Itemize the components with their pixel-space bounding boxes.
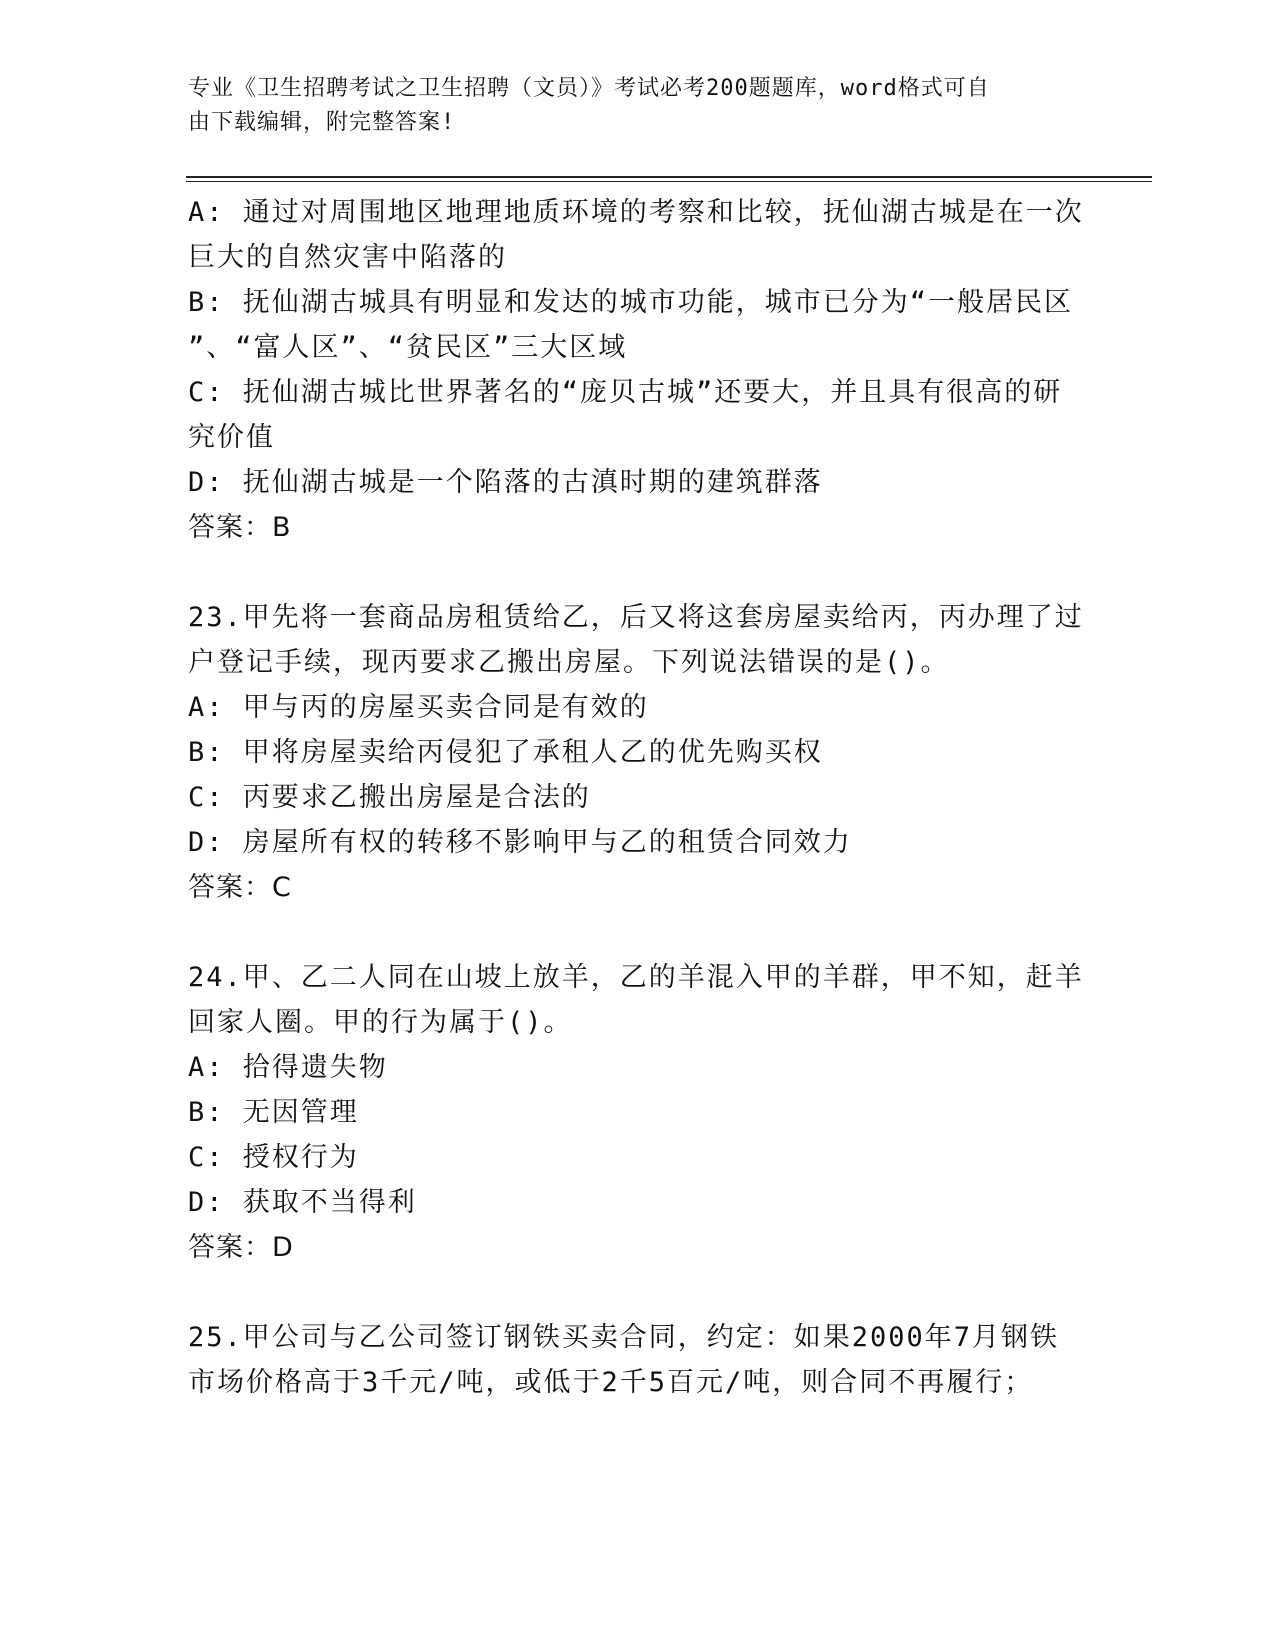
question-stem-line-2: 回家人圈。甲的行为属于()。 — [188, 1007, 573, 1038]
option-b: B: 甲将房屋卖给丙侵犯了承租人乙的优先购买权 — [188, 737, 823, 768]
option-d: D: 房屋所有权的转移不影响甲与乙的租赁合同效力 — [188, 827, 852, 858]
answer-24: 答案：D — [188, 1232, 294, 1263]
question-24 — [188, 955, 1084, 1270]
question-23 — [188, 595, 1084, 910]
header-divider — [186, 176, 1152, 182]
question-stem-line-2: 户登记手续，现丙要求乙搬出房屋。下列说法错误的是()。 — [188, 647, 950, 678]
question-22-options — [188, 190, 1084, 550]
header-line-2: 由下载编辑，附完整答案! — [188, 110, 456, 135]
option-d: D: 抚仙湖古城是一个陷落的古滇时期的建筑群落 — [188, 467, 823, 498]
option-a: A: 甲与丙的房屋买卖合同是有效的 — [188, 692, 649, 723]
option-d: D: 获取不当得利 — [188, 1187, 417, 1218]
header-line-1: 专业《卫生招聘考试之卫生招聘（文员）》考试必考200题题库，word格式可自 — [188, 76, 990, 101]
spacer — [188, 1270, 1068, 1315]
option-a-line-1: A: 通过对周围地区地理地质环境的考察和比较，抚仙湖古城是在一次 — [188, 197, 1084, 228]
option-b-line-1: B: 抚仙湖古城具有明显和发达的城市功能，城市已分为“一般居民区 — [188, 287, 1074, 318]
question-stem-line-1: 25.甲公司与乙公司签订钢铁买卖合同，约定：如果2000年7月钢铁 — [188, 1322, 1060, 1353]
option-a: A: 拾得遗失物 — [188, 1052, 388, 1083]
question-stem-line-1: 23.甲先将一套商品房租赁给乙，后又将这套房屋卖给丙，丙办理了过 — [188, 602, 1084, 633]
option-c: C: 丙要求乙搬出房屋是合法的 — [188, 782, 591, 813]
spacer — [188, 550, 1068, 595]
document-header — [188, 72, 1068, 140]
option-a-line-2: 巨大的自然灾害中陷落的 — [188, 242, 507, 273]
option-c: C: 授权行为 — [188, 1142, 359, 1173]
question-25 — [188, 1315, 1068, 1405]
spacer — [188, 910, 1068, 955]
option-b: B: 无因管理 — [188, 1097, 359, 1128]
option-b-line-2: ”、“富人区”、“贫民区”三大区域 — [188, 332, 628, 363]
option-c-line-1: C: 抚仙湖古城比世界著名的“庞贝古城”还要大，并且具有很高的研 — [188, 377, 1063, 408]
question-stem-line-1: 24.甲、乙二人同在山坡上放羊，乙的羊混入甲的羊群，甲不知，赶羊 — [188, 962, 1084, 993]
question-stem-line-2: 市场价格高于3千元/吨，或低于2千5百元/吨，则合同不再履行； — [188, 1367, 1034, 1398]
document-body — [188, 190, 1084, 1405]
answer-23: 答案：C — [188, 872, 292, 903]
answer-22: 答案：B — [188, 512, 292, 543]
option-c-line-2: 究价值 — [188, 422, 275, 453]
